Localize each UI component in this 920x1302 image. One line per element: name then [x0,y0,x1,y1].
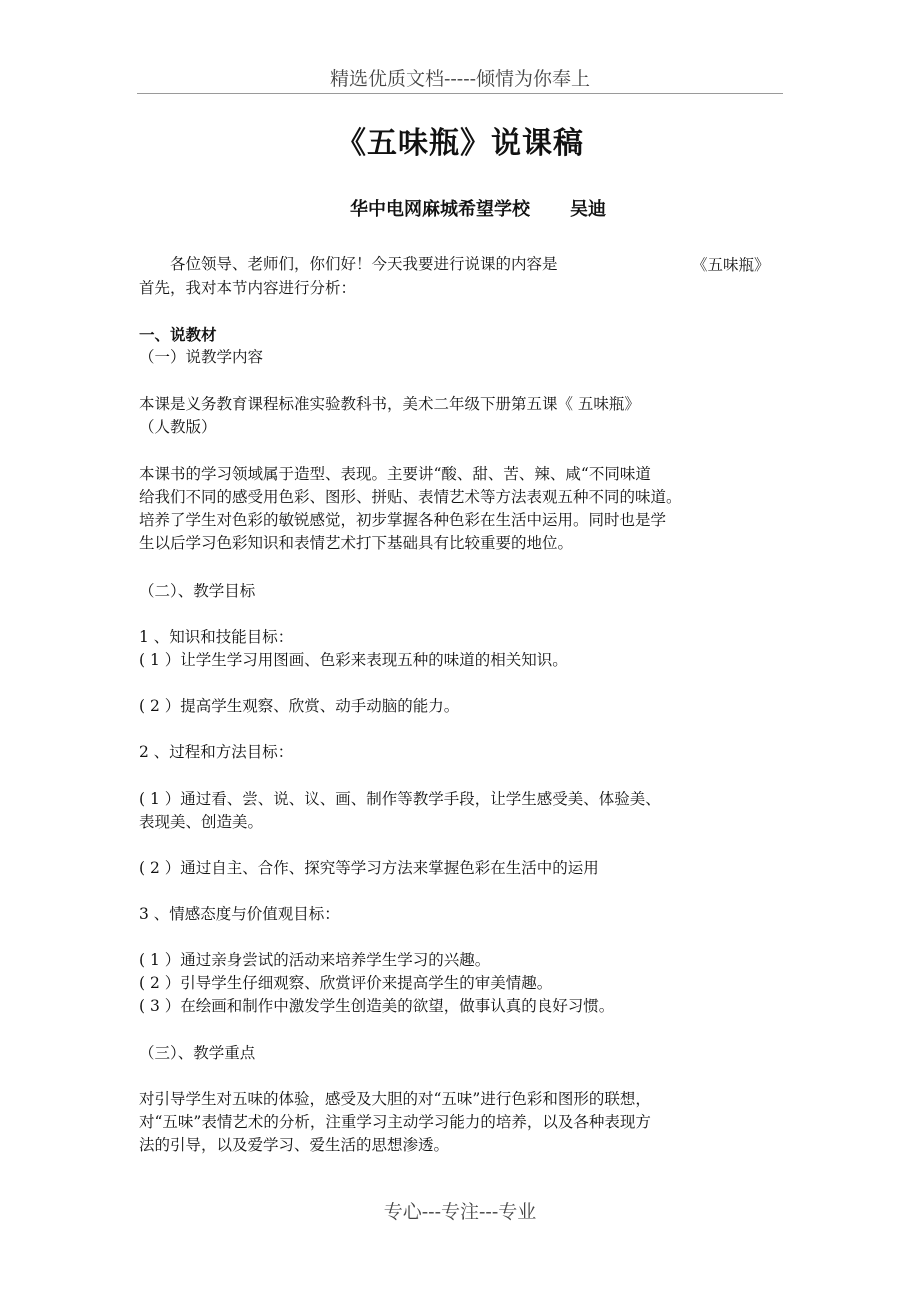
goal-item: 表现美、创造美。 [139,813,264,831]
goal-item: ( 1 ）让学生学习用图画、色彩来表现五种的味道的相关知识。 [139,651,568,669]
intro-lesson-title: 《五味瓶》 [692,256,770,274]
section-heading: 一、说教材 [139,325,217,344]
goal-heading: 3 、情感态度与价值观目标： [139,905,340,923]
paragraph-line: 给我们不同的感受用色彩、图形、拼贴、表情艺术等方法表观五种不同的味道。 [139,488,682,506]
goal-item: ( 2 ）提高学生观察、欣赏、动手动脑的能力。 [139,697,460,715]
paragraph-line: （人教版） [139,418,217,436]
intro-line-2: 首先，我对本节内容进行分析： [139,279,357,297]
subsection-heading: （二）、教学目标 [139,582,256,600]
document-title: 《五味瓶》说课稿 [336,126,584,161]
goal-item: ( 1 ）通过看、尝、说、议、画、制作等教学手段，让学生感受美、体验美、 [139,790,661,808]
school-name: 华中电网麻城希望学校 [350,199,530,220]
paragraph-line: 本课书的学习领域属于造型、表现。主要讲“酸、甜、苦、辣、咸“不同味道 [139,465,651,483]
goal-item: ( 1 ）通过亲身尝试的活动来培养学生学习的兴趣。 [139,951,491,969]
paragraph-line: 法的引导，以及爱学习、爱生活的思想渗透。 [139,1136,450,1154]
page-header: 精选优质文档-----倾情为你奉上 [329,68,591,90]
intro-line-1: 各位领导、老师们，你们好！今天我要进行说课的内容是 [170,255,558,273]
byline [350,195,606,221]
header-divider [137,93,783,94]
paragraph-line: 对引导学生对五味的体验，感受及大胆的对“五味”进行色彩和图形的联想， [139,1090,651,1108]
paragraph-line: 生以后学习色彩知识和表情艺术打下基础具有比较重要的地位。 [139,534,574,552]
goal-item: ( 3 ）在绘画和制作中激发学生创造美的欲望，做事认真的良好习惯。 [139,997,615,1015]
goal-item: ( 2 ）通过自主、合作、探究等学习方法来掌握色彩在生活中的运用 [139,859,599,877]
paragraph-line: 本课是义务教育课程标准实验教科书，美术二年级下册第五课《 五味瓶》 [139,395,640,413]
paragraph-line: 培养了学生对色彩的敏锐感觉，初步掌握各种色彩在生活中运用。同时也是学 [139,511,667,529]
subsection-heading: （三）、教学重点 [139,1044,256,1062]
page-footer: 专心---专注---专业 [383,1201,537,1223]
goal-heading: 2 、过程和方法目标： [139,743,294,761]
paragraph-line: 对“五味”表情艺术的分析，注重学习主动学习能力的培养，以及各种表现方 [139,1113,651,1131]
goal-item: ( 2 ）引导学生仔细观察、欣赏评价来提高学生的审美情趣。 [139,974,553,992]
goal-heading: 1 、知识和技能目标： [139,628,294,646]
author-name: 吴迪 [570,199,606,220]
subsection-heading: （一）说教学内容 [139,348,264,366]
